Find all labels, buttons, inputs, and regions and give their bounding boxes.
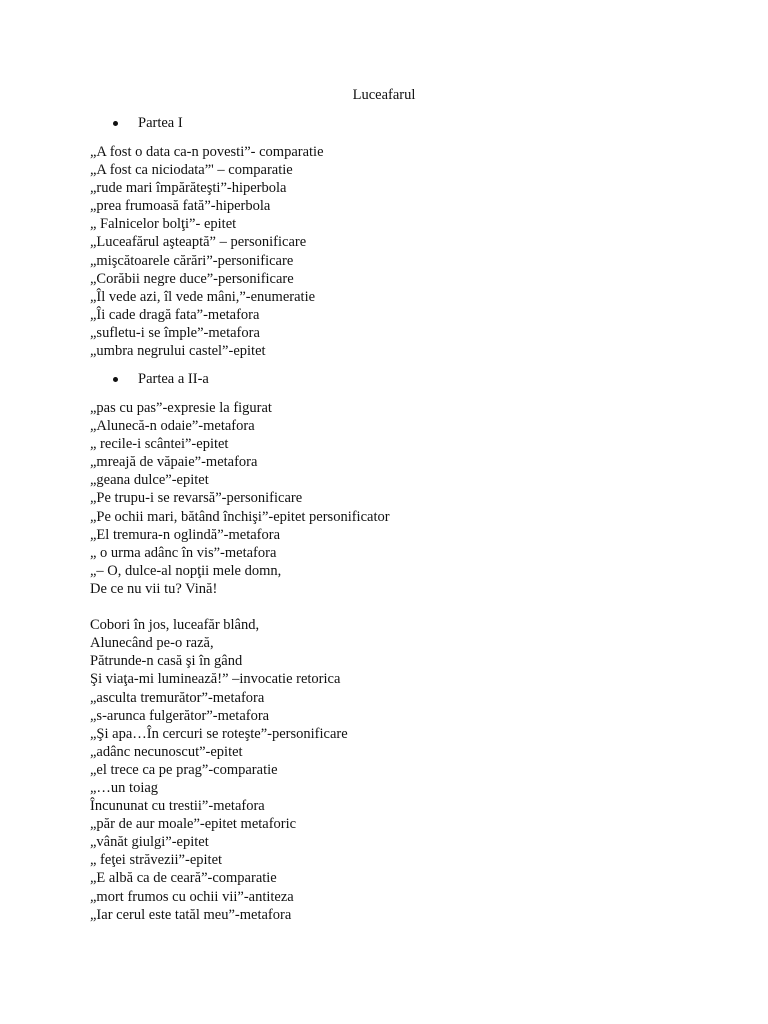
text-line: „Luceafărul aşteaptă” – personificare <box>90 234 307 251</box>
text-line: „păr de aur moale”-epitet metaforic <box>90 816 297 833</box>
text-line: „pas cu pas”-expresie la figurat <box>90 400 272 416</box>
text-line: „s-arunca fulgerător”-metafora <box>90 707 270 724</box>
text-line: „ feţei străvezii”-epitet <box>90 852 223 869</box>
text-line: Cobori în jos, luceafăr blând, <box>90 617 260 634</box>
text-line: „Şi apa…În cercuri se roteşte”-personificare <box>90 725 348 742</box>
part-2-figures-list <box>90 399 390 924</box>
text-line: „ o urma adânc în vis”-metafora <box>90 544 277 561</box>
text-line: „El tremura-n oglindă”-metafora <box>90 526 281 543</box>
text-line: „Îl vede azi, îl vede mâni,”-enumeratie <box>90 288 316 305</box>
part-1-figures-list <box>90 143 324 360</box>
text-line <box>90 598 390 616</box>
bullet-item-part-2 <box>113 370 209 388</box>
text-line: „ recile-i scântei”-epitet <box>90 436 229 453</box>
text-line: „asculta tremurător”-metafora <box>90 689 265 706</box>
text-line: „A fost ca niciodata”' – comparatie <box>90 162 293 179</box>
text-line: „ Falnicelor bolţi”- epitet <box>90 216 237 233</box>
text-line: „mreajă de văpaie”-metafora <box>90 454 258 471</box>
text-line: „A fost o data ca-n povesti”- comparatie <box>90 144 324 160</box>
text-line: Alunecând pe-o rază, <box>90 635 214 652</box>
text-line: „Corăbii negre duce”-personificare <box>90 270 294 287</box>
text-line: „rude mari împărăteşti”-hiperbola <box>90 180 287 197</box>
text-line: „sufletu-i se împle”-metafora <box>90 324 260 341</box>
text-line: „Pe ochii mari, bătând închişi”-epitet personificator <box>90 508 390 525</box>
text-line: „Iar cerul este tatăl meu”-metafora <box>90 906 292 923</box>
text-line: Şi viaţa-mi luminează!” –invocatie retorica <box>90 671 341 688</box>
text-line: „mişcătoarele cărări”-personificare <box>90 252 294 269</box>
text-line: „Pe trupu-i se revarsă”-personificare <box>90 490 303 507</box>
text-line: Încununat cu trestii”-metafora <box>90 798 265 815</box>
text-line: „– O, dulce-al nopţii mele domn, <box>90 562 282 579</box>
bullet-dot-icon <box>113 377 118 382</box>
text-line: „vânăt giulgi”-epitet <box>90 834 209 851</box>
text-line: „el trece ca pe prag”-comparatie <box>90 761 278 778</box>
text-line: De ce nu vii tu? Vină! <box>90 580 218 597</box>
text-line: „mort frumos cu ochii vii”-antiteza <box>90 888 294 905</box>
text-line: Pătrunde-n casă şi în gând <box>90 653 243 670</box>
text-line: „umbra negrului castel”-epitet <box>90 343 266 360</box>
text-line: „E albă ca de ceară”-comparatie <box>90 870 277 887</box>
text-line: „…un toiag <box>90 779 159 796</box>
text-line: „adânc necunoscut”-epitet <box>90 743 243 760</box>
text-line: „Îi cade dragă fata”-metafora <box>90 306 260 323</box>
section-heading-part-1: Partea I <box>138 115 183 131</box>
document-title: Luceafarul <box>352 87 416 103</box>
text-line: „Alunecă-n odaie”-metafora <box>90 418 255 435</box>
bullet-dot-icon <box>113 121 118 126</box>
bullet-item-part-1 <box>113 114 183 132</box>
text-line: „prea frumoasă fată”-hiperbola <box>90 198 271 215</box>
section-heading-part-2: Partea a II-a <box>138 371 209 387</box>
text-line: „geana dulce”-epitet <box>90 472 209 489</box>
